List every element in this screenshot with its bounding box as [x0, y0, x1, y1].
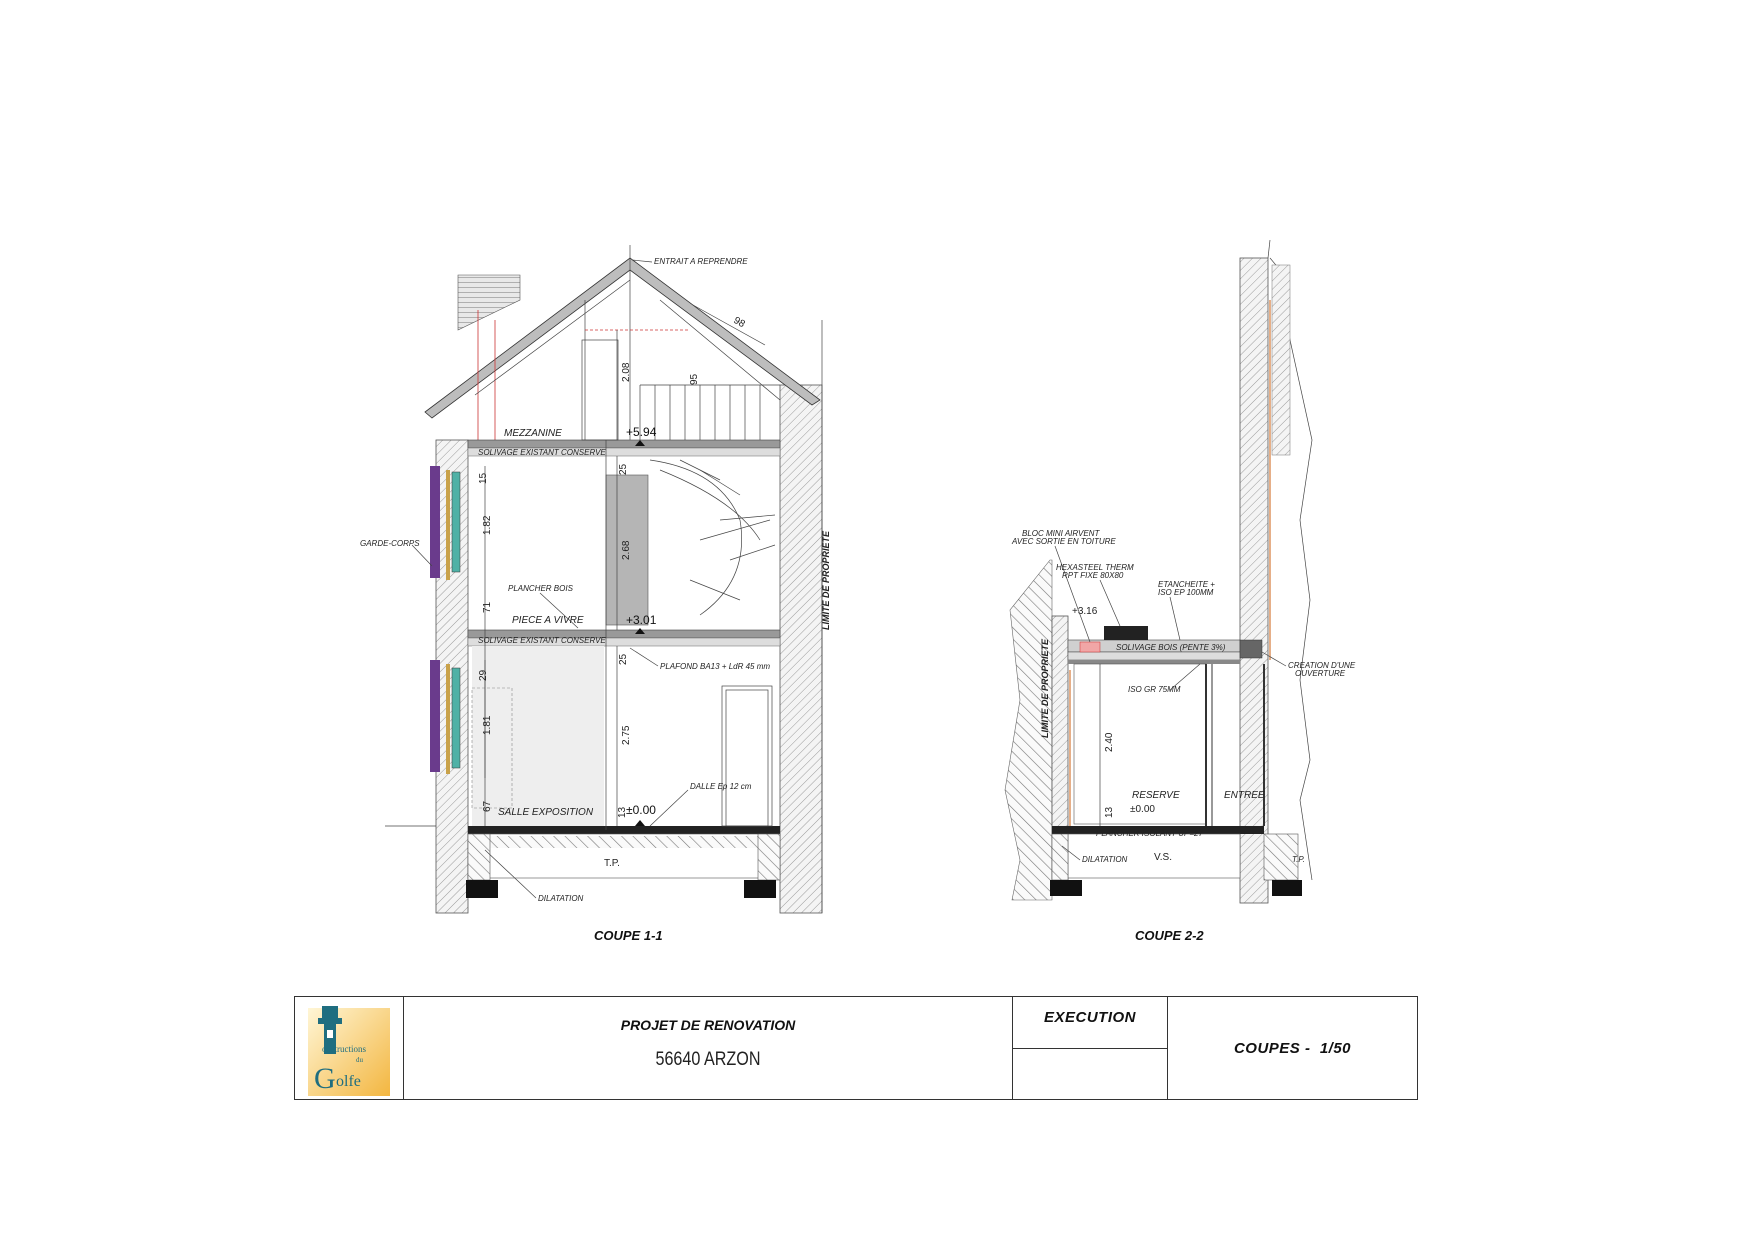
label-piece-a-vivre: PIECE A VIVRE [512, 615, 584, 626]
dim-25b: 25 [618, 653, 629, 665]
dim-2-68: 2.68 [621, 540, 632, 560]
label-limite-2: LIMITE DE PROPRIETE [1040, 638, 1050, 738]
dim-1-81: 1.81 [482, 715, 493, 735]
label-hexasteel-2: RPT FIXE 80X80 [1062, 571, 1124, 580]
label-bloc: BLOC MINI AIRVENT [1022, 529, 1100, 538]
project-cell [404, 997, 1013, 1099]
coupe-1-1 [360, 245, 831, 943]
company-logo [308, 1000, 390, 1096]
label-etancheite: ETANCHEITE + [1158, 580, 1215, 589]
level-3-01: +3.01 [626, 613, 657, 627]
level-0-00-2: ±0.00 [1130, 804, 1155, 815]
mezzanine-door [582, 340, 618, 440]
dim-98: 98 [731, 315, 747, 331]
project-title: PROJET DE RENOVATION [620, 1017, 796, 1033]
label-limite-1: LIMITE DE PROPRIETE [821, 530, 831, 630]
level-3-16: +3.16 [1072, 606, 1098, 617]
label-plancher-2: PLANCHER ISOLANT UP=27 [1096, 829, 1203, 838]
coupe-2-2 [1005, 240, 1356, 943]
dim-1-82: 1.82 [482, 515, 493, 535]
label-hexasteel: HEXASTEEL THERM [1056, 563, 1134, 572]
label-entree: ENTREE [1224, 790, 1265, 801]
label-tp-2: T.P. [1292, 855, 1305, 864]
label-etancheite-2: ISO EP 100MM [1158, 588, 1214, 597]
label-dilatation-2: DILATATION [1082, 855, 1128, 864]
label-tp-1: T.P. [604, 858, 620, 869]
dim-15: 15 [478, 472, 489, 484]
label-solivage-2: SOLIVAGE BOIS (PENTE 3%) [1116, 643, 1226, 652]
sheet-cell [1168, 997, 1417, 1099]
dim-67: 67 [482, 800, 493, 812]
project-city: 56640 ARZON [655, 1049, 761, 1070]
label-entrait: ENTRAIT A REPRENDRE [654, 257, 748, 266]
svg-text:G: G [314, 1062, 336, 1095]
dim-71: 71 [482, 601, 493, 613]
logo-word-3: olfe [336, 1073, 361, 1090]
mezzanine-floor [468, 440, 780, 448]
label-iso: ISO GR 75MM [1128, 685, 1181, 694]
dim-13: 13 [617, 806, 628, 818]
level-5-94: +5.94 [626, 425, 657, 439]
label-dalle: DALLE Ep 12 cm [690, 782, 752, 791]
label-creation: CREATION D'UNE [1288, 661, 1356, 670]
dim-13-2: 13 [1104, 806, 1115, 818]
right-wall [780, 385, 822, 913]
label-bloc-2: AVEC SORTIE EN TOITURE [1012, 537, 1116, 546]
label-mezzanine: MEZZANINE [504, 428, 562, 439]
label-vs: V.S. [1154, 852, 1172, 863]
label-plancher-bois: PLANCHER BOIS [508, 584, 573, 593]
label-salle-exposition: SALLE EXPOSITION [498, 807, 594, 818]
logo-cell [295, 997, 404, 1099]
phase-cell [1013, 997, 1168, 1099]
hexasteel-frame [1104, 626, 1148, 640]
label-garde-corps: GARDE-CORPS [360, 539, 420, 548]
caption-coupe-1-1: COUPE 1-1 [594, 928, 663, 943]
dim-2-75: 2.75 [621, 725, 632, 745]
ground-door [722, 686, 772, 826]
label-solivage-haut: SOLIVAGE EXISTANT CONSERVE [478, 448, 606, 457]
dim-29: 29 [478, 669, 489, 681]
label-creation-2: OUVERTURE [1295, 669, 1346, 678]
neighbor-roof [458, 275, 520, 330]
spiral-stair [650, 460, 775, 615]
label-reserve: RESERVE [1132, 790, 1180, 801]
dim-2-40: 2.40 [1104, 732, 1115, 752]
phase-label: EXECUTION [1043, 1009, 1136, 1026]
logo-word-1: onstructions [322, 1044, 366, 1054]
caption-coupe-2-2: COUPE 2-2 [1135, 928, 1204, 943]
dim-95: 95 [689, 373, 700, 385]
dim-25a: 25 [618, 463, 629, 475]
sheet-label: COUPES - 1/50 [1233, 1039, 1352, 1057]
mezzanine-railing [640, 385, 780, 440]
ground-slab [468, 826, 780, 834]
exposition-shading [472, 646, 604, 826]
label-plafond: PLAFOND BA13 + LdR 45 mm [660, 662, 771, 671]
level-0-00: ±0.00 [626, 803, 656, 817]
label-solivage-bas: SOLIVAGE EXISTANT CONSERVE [478, 636, 606, 645]
logo-word-2: du [356, 1056, 363, 1064]
title-block [294, 996, 1418, 1100]
label-dilatation-1: DILATATION [538, 894, 584, 903]
dim-2-08: 2.08 [621, 362, 632, 382]
